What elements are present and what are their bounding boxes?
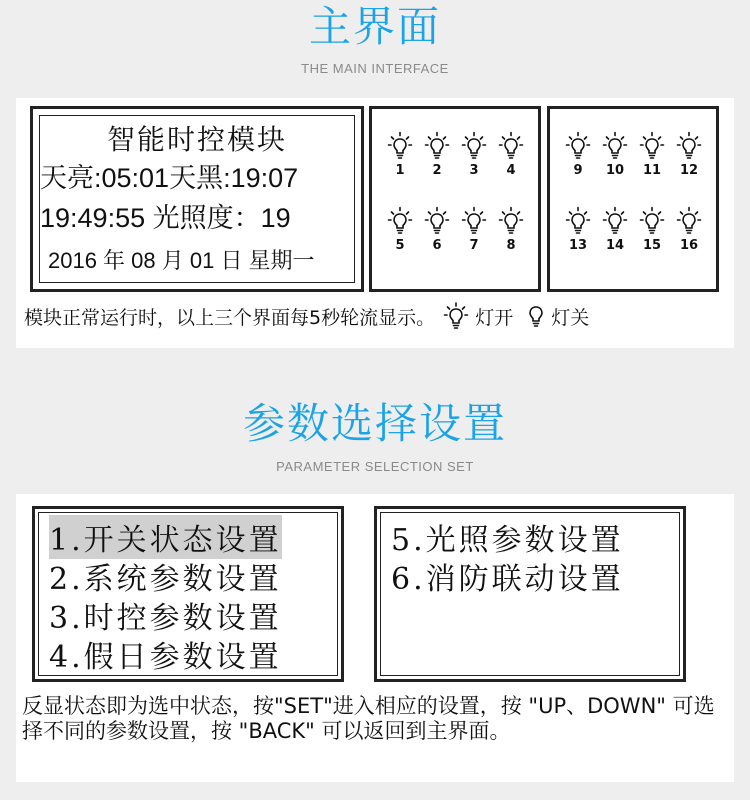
bulb-on-icon bbox=[671, 206, 707, 236]
menu-item[interactable]: 6.消防联动设置 bbox=[391, 562, 624, 597]
bulb-on-icon bbox=[560, 131, 596, 161]
lamp-6 bbox=[419, 206, 455, 253]
lamp-number: 3 bbox=[469, 163, 479, 178]
menu-screen-right bbox=[374, 506, 686, 682]
lamp-7 bbox=[456, 206, 492, 253]
lamp-2 bbox=[419, 131, 455, 178]
lamp-9 bbox=[560, 131, 596, 178]
section-title-main: 主界面 bbox=[308, 2, 441, 51]
parameter-panel bbox=[16, 494, 734, 782]
section-subtitle-params: PARAMETER SELECTION SET bbox=[276, 459, 474, 474]
lamp-number: 7 bbox=[469, 238, 479, 253]
lcd-screen-lamps-1-8 bbox=[369, 106, 541, 292]
bulb-on-icon bbox=[560, 206, 596, 236]
lamp-12 bbox=[671, 131, 707, 178]
lcd-screen-lamps-9-16 bbox=[547, 106, 719, 292]
bulb-on-icon bbox=[382, 206, 418, 236]
lamp-11 bbox=[634, 131, 670, 178]
menu-right-list bbox=[380, 512, 680, 676]
lamp-number: 10 bbox=[605, 163, 625, 178]
menu-item[interactable]: 3.时控参数设置 bbox=[49, 601, 282, 636]
lamp-4 bbox=[493, 131, 529, 178]
bulb-on-icon bbox=[443, 302, 469, 335]
sunrise-sunset-line: 天亮:05:01天黑:19:07 bbox=[40, 163, 299, 193]
lamp-number: 14 bbox=[605, 238, 625, 253]
time-lux-line: 19:49:55 光照度：19 bbox=[40, 203, 291, 233]
lamp-1 bbox=[382, 131, 418, 178]
lamp-3 bbox=[456, 131, 492, 178]
bulb-on-icon bbox=[456, 131, 492, 161]
menu-screen-left bbox=[32, 506, 344, 682]
lamp-13 bbox=[560, 206, 596, 253]
bulb-on-icon bbox=[634, 206, 670, 236]
lamp-5 bbox=[382, 206, 418, 253]
lamp-number: 13 bbox=[568, 238, 588, 253]
main-caption bbox=[24, 302, 589, 335]
lamp-15 bbox=[634, 206, 670, 253]
lamp-number: 12 bbox=[679, 163, 699, 178]
lamp-number: 6 bbox=[432, 238, 442, 253]
menu-item[interactable]: 5.光照参数设置 bbox=[391, 523, 624, 558]
lamp-10 bbox=[597, 131, 633, 178]
main-interface-panel bbox=[16, 98, 734, 348]
lamp-number: 11 bbox=[642, 163, 662, 178]
lamp-number: 9 bbox=[573, 163, 583, 178]
lamp-8 bbox=[493, 206, 529, 253]
lamp-grid-b bbox=[550, 109, 716, 289]
lamp-number: 1 bbox=[395, 163, 405, 178]
bulb-on-icon bbox=[671, 131, 707, 161]
lamp-number: 5 bbox=[395, 238, 405, 253]
menu-left-list bbox=[38, 512, 338, 676]
menu-item[interactable]: 1.开关状态设置 bbox=[49, 515, 282, 559]
lamp-number: 16 bbox=[679, 238, 699, 253]
section-title-params: 参数选择设置 bbox=[242, 399, 507, 448]
screen-title: 智能时控模块 bbox=[106, 123, 287, 156]
bulb-on-icon bbox=[493, 206, 529, 236]
bulb-on-icon bbox=[419, 206, 455, 236]
lamp-grid-a bbox=[372, 109, 538, 289]
bulb-on-icon bbox=[382, 131, 418, 161]
bulb-on-icon bbox=[456, 206, 492, 236]
bulb-on-icon bbox=[419, 131, 455, 161]
bulb-off-icon bbox=[527, 305, 545, 334]
legend-on-label: 灯开 bbox=[475, 307, 514, 329]
lamp-16 bbox=[671, 206, 707, 253]
bulb-on-icon bbox=[493, 131, 529, 161]
bulb-on-icon bbox=[597, 131, 633, 161]
instruction-note: 反显状态即为选中状态，按"SET"进入相应的设置，按 "UP、DOWN" 可选择不同的参数设置，按 "BACK" 可以返回到主界面。 bbox=[22, 694, 715, 743]
date-line: 2016 年 08 月 01 日 星期一 bbox=[48, 248, 315, 273]
lamp-number: 15 bbox=[642, 238, 662, 253]
menu-item[interactable]: 2.系统参数设置 bbox=[49, 562, 282, 597]
lamp-number: 2 bbox=[432, 163, 442, 178]
menu-item[interactable]: 4.假日参数设置 bbox=[49, 640, 282, 675]
lamp-14 bbox=[597, 206, 633, 253]
lcd-screen-clock bbox=[30, 106, 364, 292]
section-subtitle-main: THE MAIN INTERFACE bbox=[301, 61, 449, 76]
legend-off-label: 灯关 bbox=[551, 307, 590, 329]
bulb-on-icon bbox=[634, 131, 670, 161]
bulb-on-icon bbox=[597, 206, 633, 236]
lamp-number: 8 bbox=[506, 238, 516, 253]
caption-text: 模块正常运行时，以上三个界面每5秒轮流显示。 bbox=[24, 307, 436, 329]
lamp-number: 4 bbox=[506, 163, 516, 178]
